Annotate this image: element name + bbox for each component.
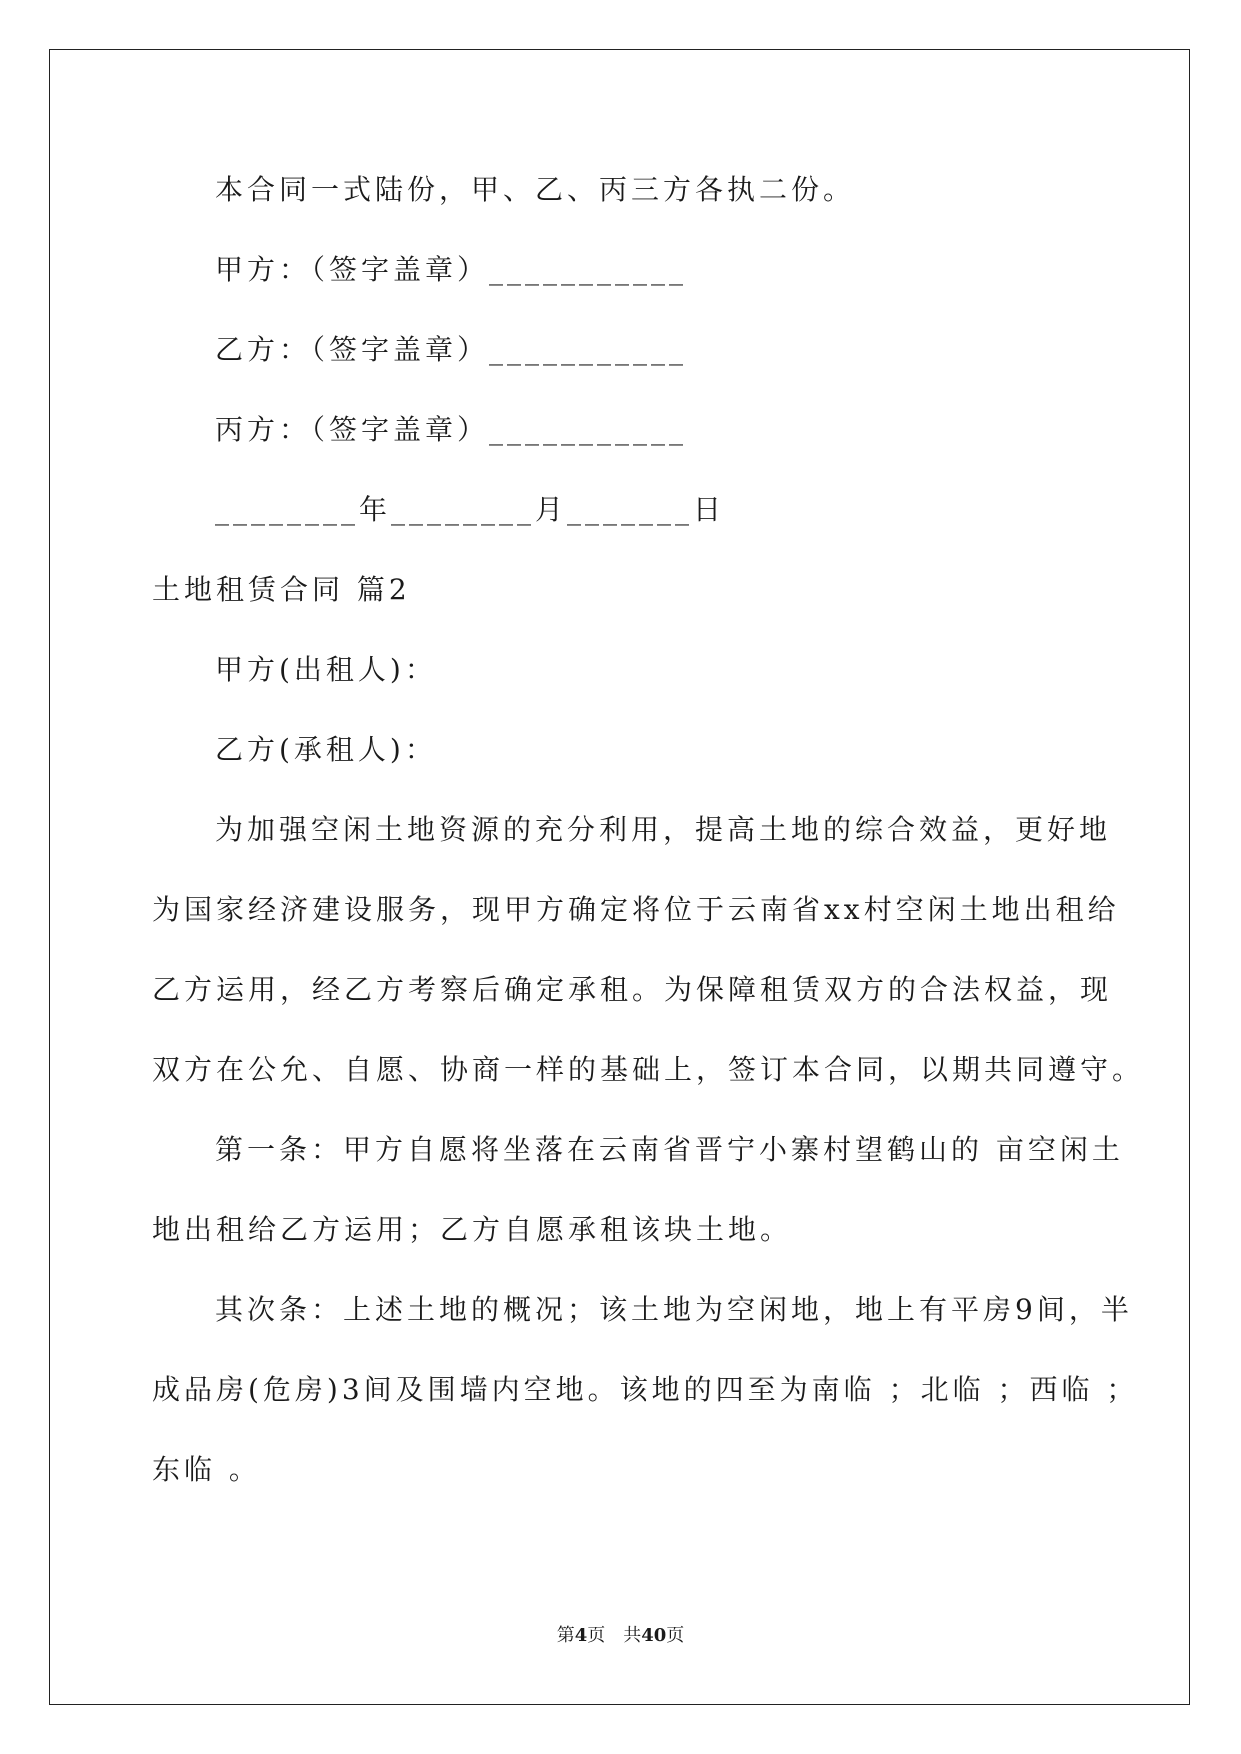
date-line: ________年________月_______日 bbox=[215, 493, 726, 526]
footer-middle: 页 共 bbox=[587, 1625, 642, 1646]
article-1-line-2: 地出租给乙方运用；乙方自愿承租该块土地。 bbox=[152, 1213, 793, 1246]
preamble-line-4: 双方在公允、自愿、协商一样的基础上，签订本合同，以期共同遵守。 bbox=[152, 1053, 1145, 1086]
footer-prefix: 第 bbox=[556, 1625, 575, 1646]
article-2-line-2: 成品房(危房)3间及围墙内空地。该地的四至为南临 ；北临 ；西临 ； bbox=[152, 1373, 1139, 1406]
lessor-line: 甲方(出租人)： bbox=[215, 653, 437, 686]
article-2-line-1: 其次条：上述土地的概况；该土地为空闲地，地上有平房9间，半 bbox=[215, 1293, 1133, 1326]
footer-suffix: 页 bbox=[666, 1625, 685, 1646]
article-1-line-1: 第一条：甲方自愿将坐落在云南省晋宁小寨村望鹤山的 亩空闲土 bbox=[215, 1133, 1124, 1166]
preamble-line-3: 乙方运用，经乙方考察后确定承租。为保障租赁双方的合法权益，现 bbox=[152, 973, 1113, 1006]
page-number-footer bbox=[0, 1621, 1241, 1647]
preamble-line-2: 为国家经济建设服务，现甲方确定将位于云南省xx村空闲土地出租给 bbox=[152, 893, 1120, 926]
total-pages-number: 40 bbox=[641, 1625, 667, 1646]
party-a-signature-line: 甲方：（签字盖章）___________ bbox=[215, 253, 688, 286]
party-b-signature-line: 乙方：（签字盖章）___________ bbox=[215, 333, 688, 366]
current-page-number: 4 bbox=[574, 1625, 588, 1646]
preamble-line-1: 为加强空闲土地资源的充分利用，提高土地的综合效益，更好地 bbox=[215, 813, 1112, 846]
party-c-signature-line: 丙方：（签字盖章）___________ bbox=[215, 413, 688, 446]
paragraph-copies: 本合同一式陆份，甲、乙、丙三方各执二份。 bbox=[215, 173, 856, 206]
article-2-line-3: 东临 。 bbox=[152, 1453, 261, 1486]
lessee-line: 乙方(承租人)： bbox=[215, 733, 437, 766]
section-heading: 土地租赁合同 篇2 bbox=[152, 573, 411, 606]
